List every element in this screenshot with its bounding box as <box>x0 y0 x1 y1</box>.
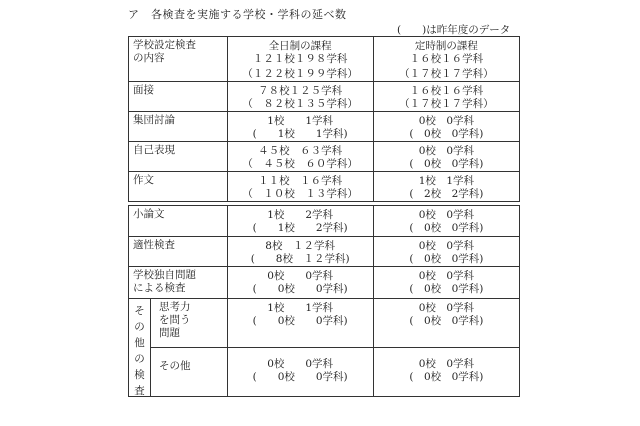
total-full-prev: （１２２校１９９学科） <box>242 68 358 80</box>
part-prev: ( 0校 0学科) <box>409 222 484 234</box>
full-prev: ( 0校 0学科) <box>252 371 348 383</box>
header-label-line: 学校設定検査 <box>133 39 196 51</box>
full-now: 1校 1学科 <box>267 302 334 314</box>
full-now: 1校 1学科 <box>267 115 334 127</box>
part-now: 0校 0学科 <box>418 358 475 370</box>
part-prev: ( 0校 0学科) <box>409 315 484 327</box>
part-prev: ( 0校 0学科) <box>409 253 484 265</box>
part-prev: ( 0校 0学科) <box>409 371 484 383</box>
total-full-now: １２１校１９８学科 <box>252 53 348 65</box>
part-now: 1校 1学科 <box>418 175 475 187</box>
total-part-now: １６校１６学科 <box>409 53 484 65</box>
row-label: 小論文 <box>133 208 165 220</box>
row-label-line: による検査 <box>133 282 186 294</box>
row-label: 自己表現 <box>133 144 175 156</box>
full-time-header: 全日制の課程 １２１校１９８学科 <box>227 37 373 69</box>
row-label-line: 思考力 <box>159 301 191 313</box>
inspection-table-upper <box>128 36 520 202</box>
full-now: ４５校 ６３学科 <box>258 145 343 157</box>
part-now: 0校 0学科 <box>418 302 475 314</box>
other-group <box>129 298 519 396</box>
table-title: ア 各検査を実施する学校・学科の延べ数 <box>128 8 347 21</box>
row-label-line: その他 <box>159 360 191 372</box>
full-now: 0校 0学科 <box>267 270 334 282</box>
full-now: 0校 0学科 <box>267 358 334 370</box>
full-prev: （ ８２校１３５学科） <box>242 98 358 110</box>
legend-note: ( )は昨年度のデータ <box>397 24 511 36</box>
row-label-line: 問題 <box>159 327 180 339</box>
table-row <box>129 81 519 111</box>
full-prev: ( 0校 0学科) <box>252 315 348 327</box>
part-now: 0校 0学科 <box>418 270 475 282</box>
table-row <box>129 236 519 266</box>
row-label-line: を問う <box>159 314 191 326</box>
full-prev: （ ４５校 ６０学科） <box>242 158 358 170</box>
part-prev: ( 0校 0学科) <box>409 283 484 295</box>
table-row <box>129 111 519 141</box>
row-label: 集団討論 <box>133 114 175 126</box>
part-now: 0校 0学科 <box>418 209 475 221</box>
header-row <box>129 37 519 69</box>
part-prev: ( 2校 2学科) <box>409 188 484 200</box>
table-row <box>129 266 519 298</box>
totals-prev-row <box>129 68 519 81</box>
other-vertical-label: そ の 他 の 検 査 <box>129 299 151 396</box>
row-label: 面接 <box>133 84 154 96</box>
part-time-header: 定時制の課程 １６校１６学科 <box>373 37 519 69</box>
row-label: 適性検査 <box>133 239 175 251</box>
header-label-cell <box>129 37 227 69</box>
part-now: １６校１６学科 <box>409 85 484 97</box>
header-label-line: の内容 <box>133 52 165 64</box>
total-part-prev: （１７校１７学科） <box>399 68 494 80</box>
full-prev: ( 8校 １２学科) <box>250 253 350 265</box>
full-prev: （ １０校 １３学科） <box>242 188 358 200</box>
inspection-table-lower <box>128 205 520 397</box>
part-now: 0校 0学科 <box>418 145 475 157</box>
part-now: 0校 0学科 <box>418 115 475 127</box>
table-row <box>129 206 519 236</box>
full-now: 8校 １２学科 <box>265 240 335 252</box>
full-prev: ( 1校 1学科) <box>252 128 348 140</box>
full-now: 1校 2学科 <box>267 209 334 221</box>
full-prev: ( 1校 2学科) <box>252 222 348 234</box>
full-now: １１校 １６学科 <box>258 175 343 187</box>
table-row <box>129 141 519 171</box>
table-row <box>129 171 519 201</box>
part-prev: （１７校１７学科） <box>399 98 494 110</box>
part-prev: ( 0校 0学科) <box>409 128 484 140</box>
row-label-line: 学校独自問題 <box>133 269 196 281</box>
full-now: ７８校１２５学科 <box>258 85 343 97</box>
full-prev: ( 0校 0学科) <box>252 283 348 295</box>
part-now: 0校 0学科 <box>418 240 475 252</box>
part-prev: ( 0校 0学科) <box>409 158 484 170</box>
row-label: 作文 <box>133 174 154 186</box>
